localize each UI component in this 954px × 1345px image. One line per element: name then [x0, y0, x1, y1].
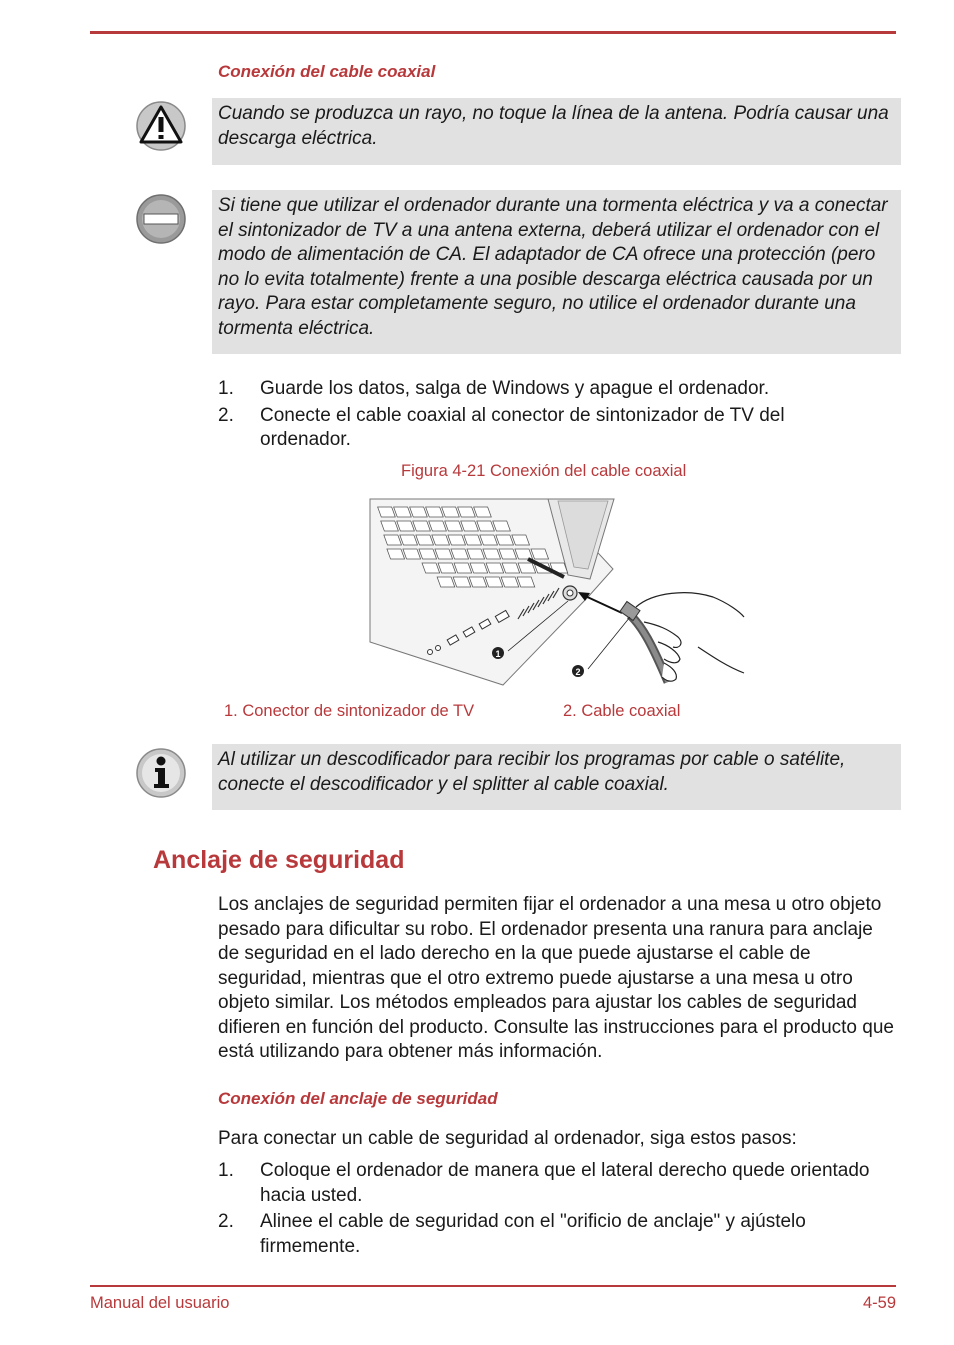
security-paragraph: Los anclajes de seguridad permiten fijar el ordenador a una mesa u otro objeto pesado para dificultar su robo. El ordenador presenta una ranura para anclaje de seguridad en el lado derecho en la que puede ajustarse el cable de seguridad, mientras que el otro extremo puede ajustarse a una mesa u otro objeto similar. Los métodos empleados para ajustar los cables de seguridad difieren en función del producto. Consulte las instrucciones para el producto que está utilizando para obtener más información.	[218, 894, 894, 1062]
list-item	[218, 1210, 878, 1259]
footer-rule	[90, 1285, 896, 1287]
callout-1: 1	[495, 649, 501, 659]
step-number: 1.	[218, 1160, 234, 1181]
prohibition-icon	[135, 193, 187, 245]
prohibition-note: Si tiene que utilizar el ordenador durante una tormenta eléctrica y va a conectar el sintonizador de TV a una antena externa, deberá utilizar el ordenador con el modo de alimentación de CA. El adaptador de CA ofrece una protección (pero no lo evita totalmente) frente a una posible descarga eléctrica causada por un rayo. Para estar completamente seguro, no utilice el ordenador durante una tormenta eléctrica.	[212, 190, 901, 354]
laptop-coax-illustration	[368, 497, 746, 693]
coax-steps	[218, 377, 878, 455]
step-text: Coloque el ordenador de manera que el lateral derecho quede orientado hacia usted.	[260, 1160, 870, 1206]
lock-subheading: Conexión del anclaje de seguridad	[218, 1089, 498, 1108]
section-title: Anclaje de seguridad	[153, 846, 405, 874]
coax-subheading: Conexión del cable coaxial	[218, 62, 436, 81]
step-text: Guarde los datos, salga de Windows y apague el ordenador.	[260, 378, 770, 399]
lock-intro: Para conectar un cable de seguridad al ordenador, siga estos pasos:	[218, 1128, 797, 1149]
legend-item-1: 1. Conector de sintonizador de TV	[224, 702, 475, 720]
list-item	[218, 1159, 878, 1208]
step-number: 1.	[218, 378, 234, 399]
warning-icon	[135, 100, 187, 152]
step-text: Conecte el cable coaxial al conector de sintonizador de TV del ordenador.	[260, 404, 785, 450]
header-rule	[90, 31, 896, 34]
figure-caption: Figura 4-21 Conexión del cable coaxial	[401, 462, 687, 480]
lock-steps	[218, 1159, 878, 1261]
step-number: 2.	[218, 1211, 234, 1232]
coax-figure	[368, 497, 746, 693]
list-item	[218, 404, 878, 453]
legend-item-2: 2. Cable coaxial	[563, 702, 681, 720]
step-text: Alinee el cable de seguridad con el "orificio de anclaje" y ajústelo firmemente.	[260, 1211, 806, 1257]
list-item	[218, 377, 878, 402]
callout-2: 2	[575, 667, 581, 677]
info-icon	[135, 747, 187, 799]
step-number: 2.	[218, 404, 234, 426]
warning-note: Cuando se produzca un rayo, no toque la línea de la antena. Podría causar una descarga eléctrica.	[212, 98, 901, 165]
page-number: 4-59	[862, 1294, 896, 1312]
footer-title: Manual del usuario	[90, 1294, 230, 1312]
info-note: Al utilizar un descodificador para recibir los programas por cable o satélite, conecte el descodificador y el splitter al cable coaxial.	[212, 744, 901, 810]
